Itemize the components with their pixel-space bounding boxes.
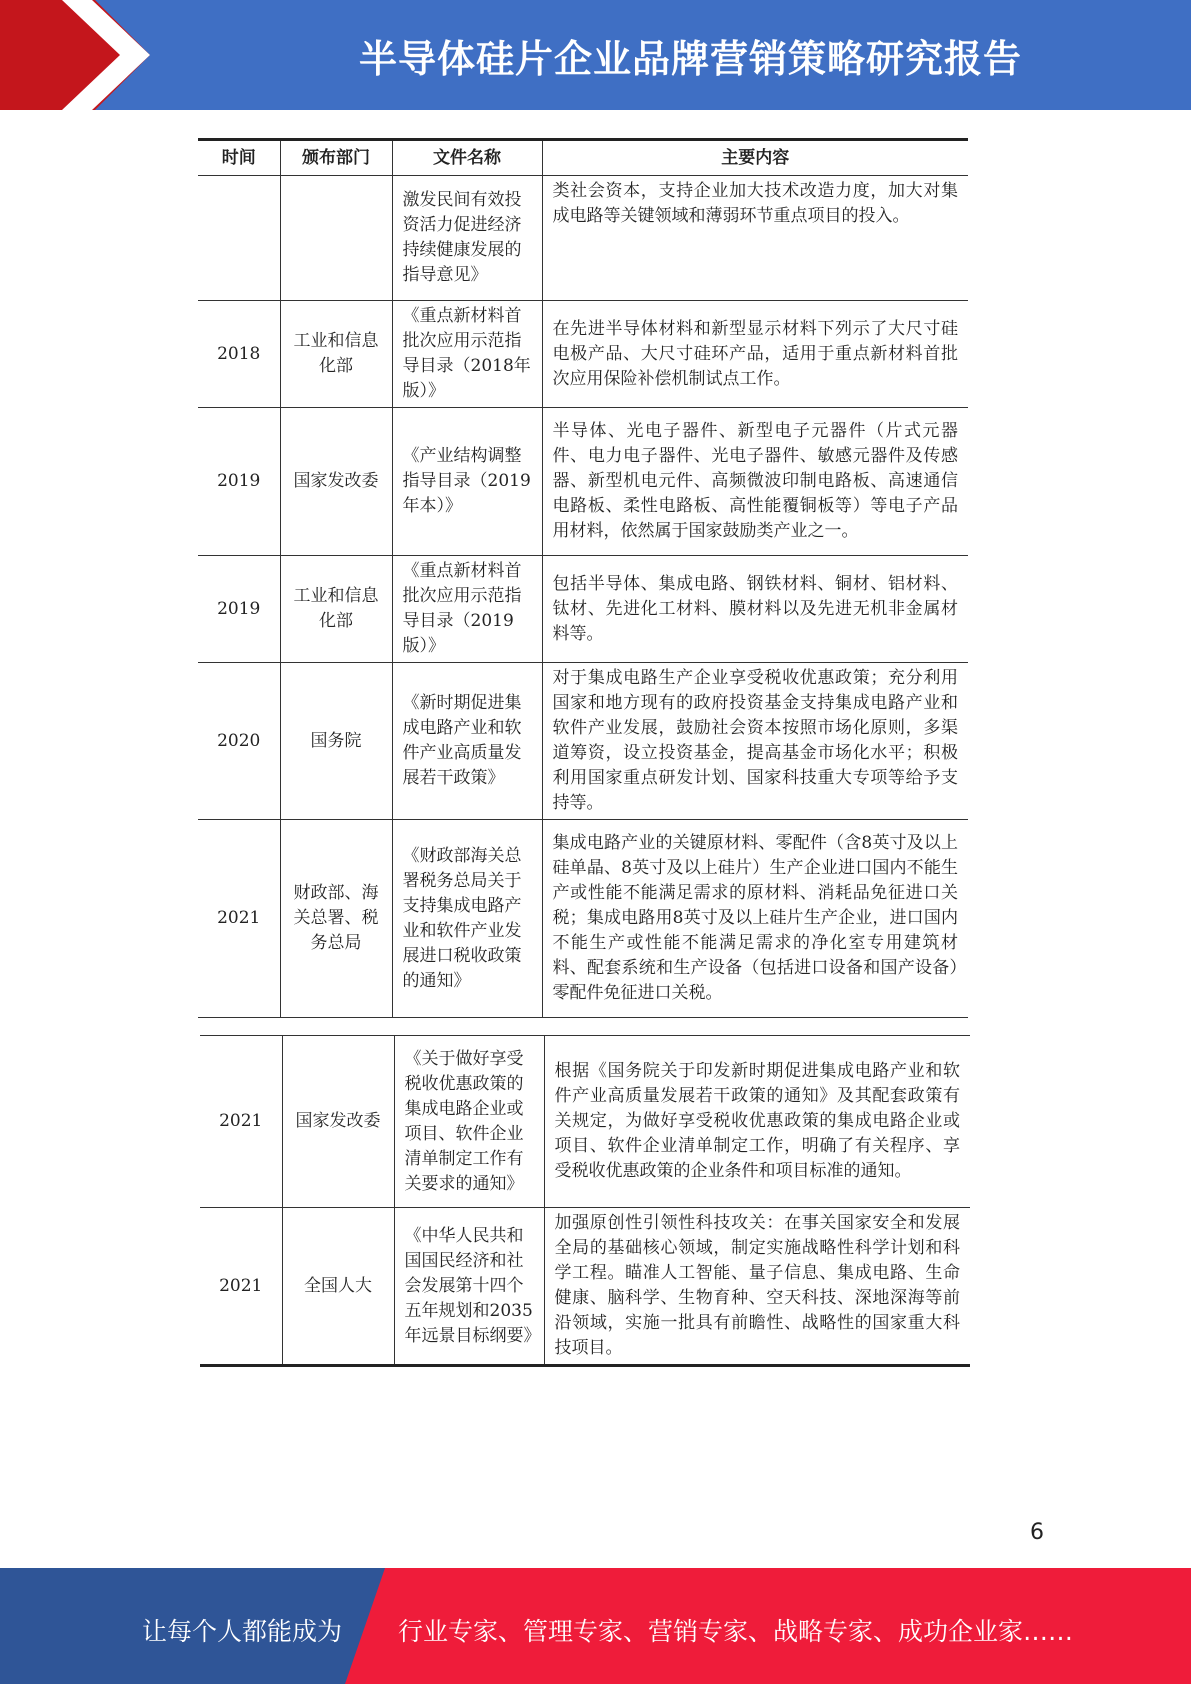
cell-content: 集成电路产业的关键原材料、零配件（含8英寸及以上硅单晶、8英寸及以上硅片）生产企业进口国内不能生产或性能不能满足需求的原材料、消耗品免征进口关税；集成电路用8英寸及以上硅片生产企业，进口国内不能生产或性能不能满足需求的净化室专用建筑材料、配套系统和生产设备（包括进口设备和国产设备）零配件免征进口关税。 — [542, 820, 968, 1018]
cell-doc: 《重点新材料首批次应用示范指导目录（2019版）》 — [392, 556, 542, 663]
cell-content: 加强原创性引领性科技攻关：在事关国家安全和发展全局的基础核心领域，制定实施战略性科学计划和科学工程。瞄准人工智能、量子信息、集成电路、生命健康、脑科学、生物育种、空天科技、深地深海等前沿领域，实施一批具有前瞻性、战略性的国家重大科技项目。 — [544, 1208, 970, 1366]
cell-doc: 《关于做好享受税收优惠政策的集成电路企业或项目、软件企业清单制定工作有关要求的通知》 — [394, 1036, 544, 1208]
cell-dept — [280, 176, 392, 301]
table-row — [200, 1036, 970, 1208]
cell-doc: 《产业结构调整指导目录（2019年本）》 — [392, 408, 542, 556]
cell-time: 2019 — [198, 408, 280, 556]
cell-doc: 《重点新材料首批次应用示范指导目录（2018年版）》 — [392, 301, 542, 408]
cell-content: 根据《国务院关于印发新时期促进集成电路产业和软件产业高质量发展若干政策的通知》及其配套政策有关规定，为做好享受税收优惠政策的集成电路企业或项目、软件企业清单制定工作，明确了有关程序、享受税收优惠政策的企业条件和项目标准的通知。 — [544, 1036, 970, 1208]
table-row — [198, 663, 968, 820]
cell-time: 2018 — [198, 301, 280, 408]
cell-dept: 工业和信息化部 — [280, 556, 392, 663]
cell-doc: 《财政部海关总署税务总局关于支持集成电路产业和软件产业发展进口税收政策的通知》 — [392, 820, 542, 1018]
cell-content: 在先进半导体材料和新型显示材料下列示了大尺寸硅电极产品、大尺寸硅环产品，适用于重点新材料首批次应用保险补偿机制试点工作。 — [542, 301, 968, 408]
page-title: 半导体硅片企业品牌营销策略研究报告 — [358, 37, 1022, 81]
header-dept: 颁布部门 — [280, 140, 392, 176]
header-content: 主要内容 — [542, 140, 968, 176]
cell-content: 类社会资本，支持企业加大技术改造力度，加大对集成电路等关键领域和薄弱环节重点项目的投入。 — [542, 176, 968, 301]
cell-doc: 激发民间有效投资活力促进经济持续健康发展的指导意见》 — [392, 176, 542, 301]
table-row — [198, 408, 968, 556]
cell-time: 2021 — [200, 1208, 282, 1366]
footer-slogan-right: 行业专家、管理专家、营销专家、战略专家、成功企业家…… — [398, 1617, 1074, 1646]
policy-table-2 — [200, 1035, 970, 1367]
cell-dept: 国家发改委 — [282, 1036, 394, 1208]
cell-time: 2019 — [198, 556, 280, 663]
cell-dept: 国务院 — [280, 663, 392, 820]
cell-time: 2020 — [198, 663, 280, 820]
cell-time — [198, 176, 280, 301]
cell-dept: 国家发改委 — [280, 408, 392, 556]
cell-dept: 财政部、海关总署、税务总局 — [280, 820, 392, 1018]
header-doc: 文件名称 — [392, 140, 542, 176]
cell-dept: 全国人大 — [282, 1208, 394, 1366]
table-row — [200, 1208, 970, 1366]
page-number: 6 — [1030, 1520, 1044, 1545]
table-row — [198, 820, 968, 1018]
page-header — [0, 0, 1191, 110]
cell-doc: 《中华人民共和国国民经济和社会发展第十四个五年规划和2035年远景目标纲要》 — [394, 1208, 544, 1366]
table-row — [198, 556, 968, 663]
cell-dept: 工业和信息化部 — [280, 301, 392, 408]
cell-time: 2021 — [198, 820, 280, 1018]
policy-table-1 — [198, 138, 968, 1018]
cell-doc: 《新时期促进集成电路产业和软件产业高质量发展若干政策》 — [392, 663, 542, 820]
table-header-row — [198, 140, 968, 176]
table-row — [198, 301, 968, 408]
header-time: 时间 — [198, 140, 280, 176]
cell-content: 对于集成电路生产企业享受税收优惠政策；充分利用国家和地方现有的政府投资基金支持集成电路产业和软件产业发展，鼓励社会资本按照市场化原则，多渠道筹资，设立投资基金，提高基金市场化水平；积极利用国家重点研发计划、国家科技重大专项等给予支持等。 — [542, 663, 968, 820]
cell-content: 半导体、光电子器件、新型电子元器件（片式元器件、电力电子器件、光电子器件、敏感元器件及传感器、新型机电元件、高频微波印制电路板、高速通信电路板、柔性电路板、高性能覆铜板等）等电子产品用材料，依然属于国家鼓励类产业之一。 — [542, 408, 968, 556]
cell-time: 2021 — [200, 1036, 282, 1208]
page-footer — [0, 1568, 1191, 1684]
cell-content: 包括半导体、集成电路、钢铁材料、铜材、铝材料、钛材、先进化工材料、膜材料以及先进无机非金属材料等。 — [542, 556, 968, 663]
footer-slogan-left: 让每个人都能成为 — [142, 1617, 343, 1646]
table-row — [198, 176, 968, 301]
